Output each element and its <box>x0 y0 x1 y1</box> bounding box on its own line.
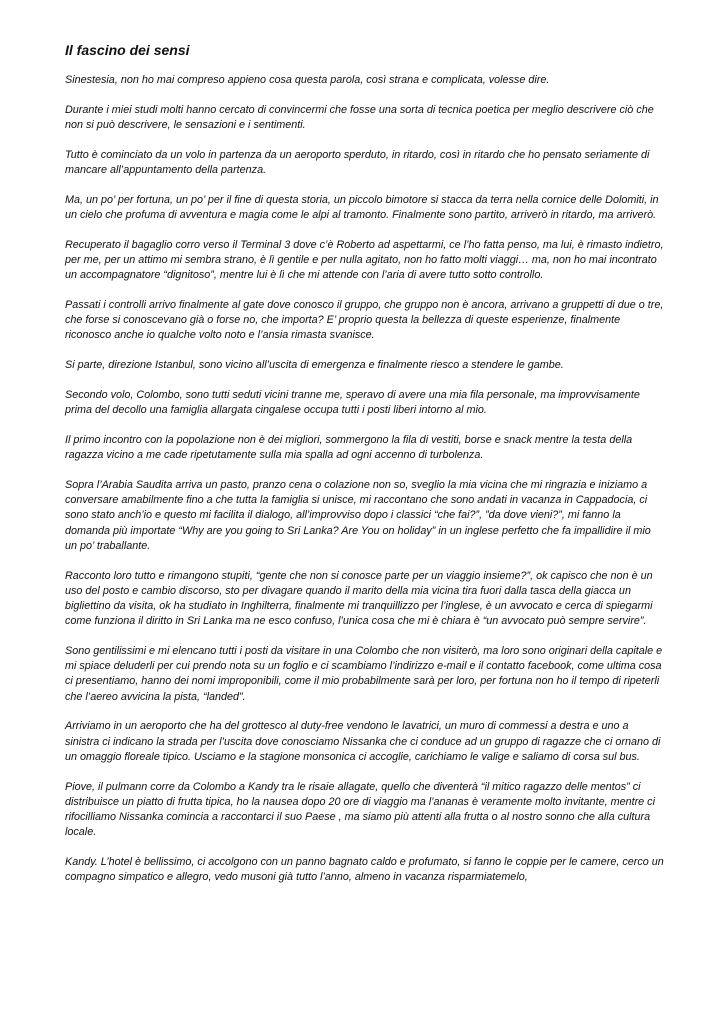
paragraph: Si parte, direzione Istanbul, sono vicino all’uscita di emergenza e finalmente riesco a stendere le gambe. <box>65 359 564 372</box>
paragraph: Il primo incontro con la popolazione non è dei migliori, sommergono la fila di vestiti, borse e snack mentre la testa della ragazza vicino a me cade ripetutamente sulla mia spalla ad ogni accenno di turbolenza. <box>65 434 633 462</box>
paragraph: Sono gentilissimi e mi elencano tutti i posti da visitare in una Colombo che non visiterò, ma loro sono originari della capitale e mi spiace deluderli per cui prendo nota su un foglio e ci scambiamo l’indirizzo e-mail e il contatto facebook, come ultima cosa ci presentiamo, hanno dei nomi improponibili, come il mio probabilmente sarà per loro, per fortuna non ho il tempo di ripeterli che l’aereo avvicina la pista, “landed”. <box>65 645 663 703</box>
document-body <box>65 73 665 900</box>
paragraph: Racconto loro tutto e rimangono stupiti, “gente che non si conosce parte per un viaggio insieme?”, ok capisco che non è un uso del posto e cambio discorso, sto per divagare quando il marito della mia vicina tira fuori dalla tasca della giacca un bigliettino da visita, ok ha studiato in Inghilterra, finalmente mi tranquillizzo per l’inglese, è un avvocato e cerca di spiegarmi come funziona il diritto in Sri Lanka ma ne esco confuso, l’unica cosa che mi è chiara è “un avvocato può sempre servire”. <box>65 569 653 628</box>
paragraph: Kandy. L’hotel è bellissimo, ci accolgono con un panno bagnato caldo e profumato, si fanno le coppie per le camere, cerco un compagno simpatico e allegro, vedo musoni già tutto l’anno, almeno in vacanza risparmiatemelo, <box>65 856 664 884</box>
paragraph: Durante i miei studi molti hanno cercato di convincermi che fosse una sorta di tecnica poetica per meglio descrivere ciò che non si può descrivere, le sensazioni e i sentimenti. <box>65 103 654 131</box>
paragraph: Sopra l’Arabia Saudita arriva un pasto, pranzo cena o colazione non so, sveglio la mia vicina che mi ringrazia e iniziamo a conversare amabilmente fino a che tutta la famiglia si unisce, mi raccontano che sono andati in vacanza in Cappadocia, ci sono stato anch’io e questo mi facilita il dialogo, all’improvviso dopo i classici “che fai?”, ”da dove vieni?”, mi fanno la domanda più importate “Why are you going to Sri Lanka? Are You on holiday” in un inglese perfetto che fa impallidire il mio un po’ traballante. <box>65 479 651 552</box>
paragraph: Recuperato il bagaglio corro verso il Terminal 3 dove c’è Roberto ad aspettarmi, ce l’ho fatta penso, ma lui, è rimasto indietro, per me, per un attimo mi sembra strano, è lì gentile e per nulla agitato, non ho fatto molti viaggi… ma, non ho mai incontrato un accompagnatore “dignitoso”, mentre lui è lì che mi attende con l’aria di avere tutto sotto controllo. <box>65 238 664 282</box>
paragraph: Ma, un po’ per fortuna, un po’ per il fine di questa storia, un piccolo bimotore si stacca da terra nella cornice delle Dolomiti, in un cielo che profuma di avventura e magia come le alpi al tramonto. Finalmente sono partito, arriverò in ritardo, ma arriverò. <box>65 193 659 221</box>
paragraph: Passati i controlli arrivo finalmente al gate dove conosco il gruppo, che gruppo non è ancora, arrivano a gruppetti di due o tre, che forse si conoscevano già o forse no, che importa? E’ proprio questa la bellezza di queste esperienze, finalmente riconosco anche io qualche volto noto e l’ansia rimasta svanisce. <box>65 299 664 342</box>
paragraph: Arriviamo in un aeroporto che ha del grottesco al duty-free vendono le lavatrici, un muro di commessi a destra e uno a sinistra ci indicano la strada per l’uscita dove conosciamo Nissanka che ci conduce ad un gruppo di ragazze che ci ornano di un omaggio floreale tipico. Usciamo e la stagione monsonica ci accoglie, carichiamo le valige e saliamo di corsa sul bus. <box>65 720 661 763</box>
paragraph: Piove, il pulmann corre da Colombo a Kandy tra le risaie allagate, quello che diventerà “il mitico ragazzo delle mentos” ci distribuisce un piatto di frutta tipica, ho la nausea dopo 20 ore di viaggio ma l’ananas è veramente molto invitante, mentre ci rifocilliamo Nissanka comincia a raccontarci il suo Paese , ma siamo più attenti alla frutta o al nostro sonno che alla cultura locale. <box>65 780 655 839</box>
paragraph: Tutto è cominciato da un volo in partenza da un aeroporto sperduto, in ritardo, così in ritardo che ho pensato seriamente di mancare all’appuntamento della partenza. <box>65 148 650 176</box>
document-title: Il fascino dei sensi <box>65 42 190 58</box>
paragraph: Sinestesia, non ho mai compreso appieno cosa questa parola, così strana e complicata, volesse dire. <box>65 74 550 86</box>
paragraph: Secondo volo, Colombo, sono tutti seduti vicini tranne me, speravo di avere una mia fila personale, ma improvvisamente prima del decollo una famiglia allargata cingalese occupa tutti i posti liberi intorno al mio. <box>65 389 640 417</box>
